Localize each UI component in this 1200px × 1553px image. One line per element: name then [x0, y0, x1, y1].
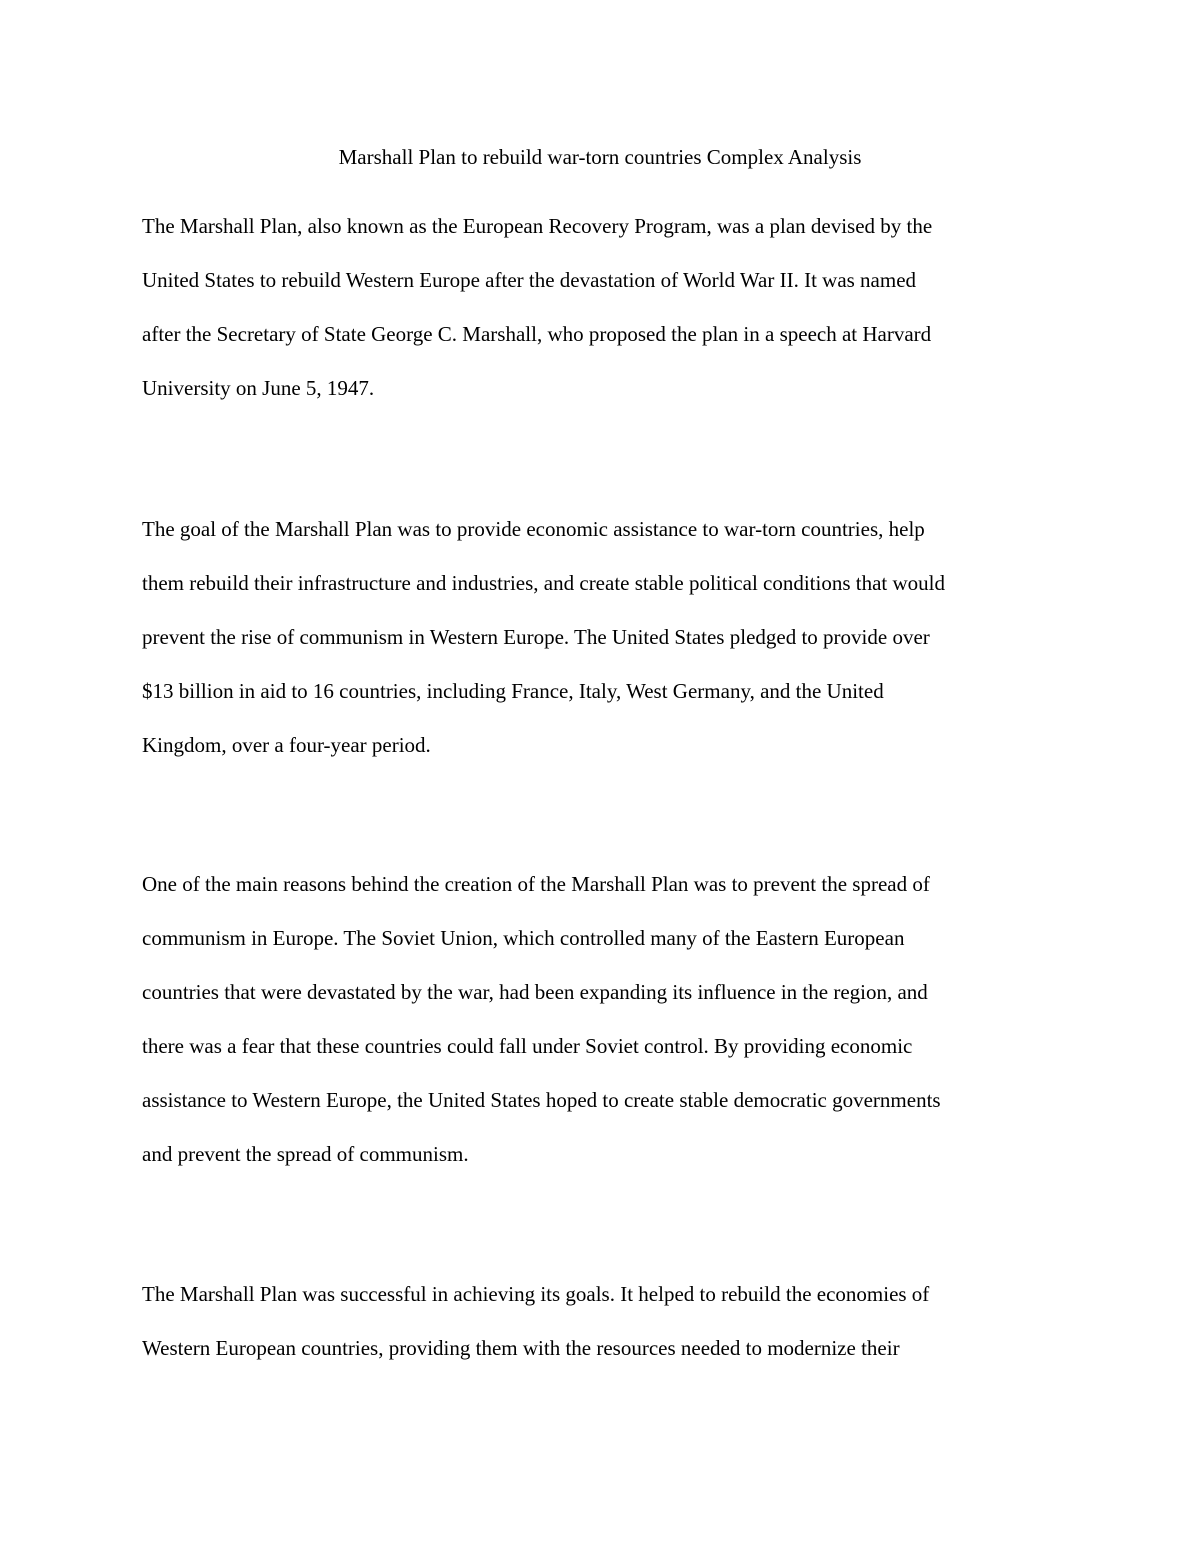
paragraph-line: The goal of the Marshall Plan was to provide economic assistance to war-torn countries, help — [142, 517, 925, 541]
paragraph-line: Western European countries, providing them with the resources needed to modernize their — [142, 1336, 900, 1360]
paragraph-line: Kingdom, over a four-year period. — [142, 733, 431, 757]
paragraph-line: The Marshall Plan, also known as the European Recovery Program, was a plan devised by the — [142, 214, 933, 238]
paragraph-line: United States to rebuild Western Europe after the devastation of World War II. It was named — [142, 268, 917, 292]
paragraph-line: The Marshall Plan was successful in achieving its goals. It helped to rebuild the economies of — [142, 1282, 930, 1306]
paragraph-line: University on June 5, 1947. — [142, 376, 375, 400]
paragraph-line: communism in Europe. The Soviet Union, which controlled many of the Eastern European — [142, 926, 905, 950]
paragraph-line: and prevent the spread of communism. — [142, 1142, 469, 1166]
paragraph-line: there was a fear that these countries could fall under Soviet control. By providing economic — [142, 1034, 913, 1058]
paragraph-line: after the Secretary of State George C. Marshall, who proposed the plan in a speech at Harvard — [142, 322, 932, 346]
document-title: Marshall Plan to rebuild war-torn countries Complex Analysis — [338, 145, 862, 169]
paragraph-line: countries that were devastated by the war, had been expanding its influence in the region, and — [142, 980, 928, 1004]
paragraph-line: $13 billion in aid to 16 countries, including France, Italy, West Germany, and the United — [142, 679, 884, 703]
paragraph-line: assistance to Western Europe, the United States hoped to create stable democratic governments — [142, 1088, 941, 1112]
paragraph-line: them rebuild their infrastructure and industries, and create stable political conditions that would — [142, 571, 946, 595]
paragraph-line: prevent the rise of communism in Western Europe. The United States pledged to provide over — [142, 625, 930, 649]
paragraph-line: One of the main reasons behind the creation of the Marshall Plan was to prevent the spread of — [142, 872, 930, 896]
